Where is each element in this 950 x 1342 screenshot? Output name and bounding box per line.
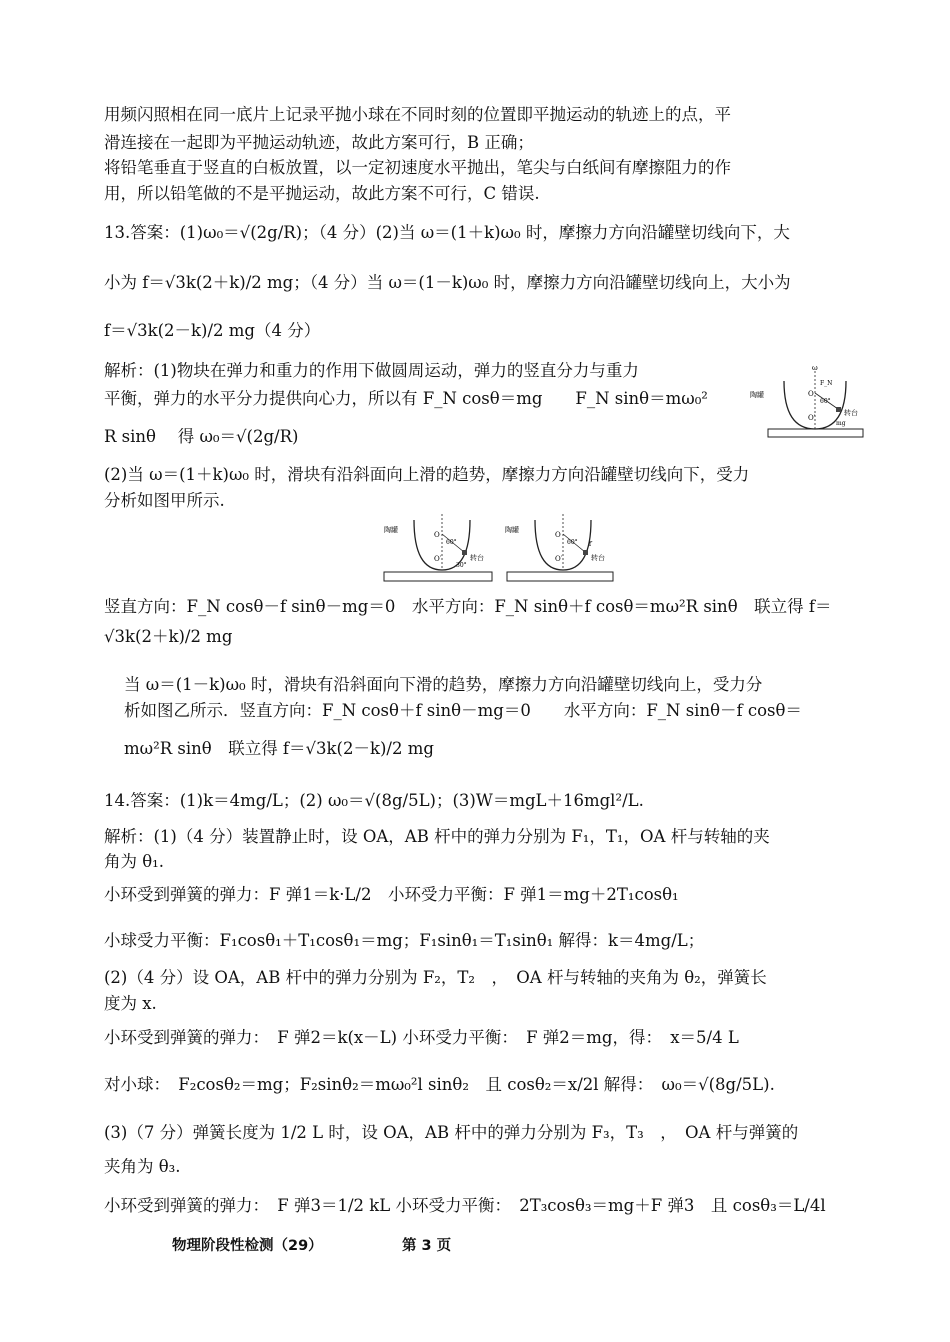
label-fn: F_N — [820, 380, 833, 387]
label-o: O — [555, 531, 561, 539]
label-o-prime: O′ — [555, 555, 563, 563]
analysis-line: 平衡，弹力的水平分力提供向心力，所以有 F_N cosθ＝mg F_N sinθ＝mω₀² — [104, 389, 708, 408]
analysis-line: mω²R sinθ 联立得 f＝√3k(2－k)/2 mg — [124, 739, 434, 758]
label-o: O — [808, 390, 814, 398]
label-pot: 陶罐 — [505, 526, 519, 534]
analysis-line: 解析：(1)（4 分）装置静止时，设 OA，AB 杆中的弹力分别为 F₁，T₁，OA 杆与转轴的夹 — [104, 827, 770, 846]
analysis-line: 夹角为 θ₃. — [104, 1157, 181, 1176]
text-line: 用频闪照相在同一底片上记录平抛小球在不同时刻的位置即平抛运动的轨迹上的点，平 — [104, 105, 731, 124]
label-turntable: 转台 — [844, 409, 858, 417]
analysis-line: 析如图乙所示．竖直方向：F_N cosθ＋f sinθ－mg＝0 水平方向：F_N sinθ－f cosθ＝ — [124, 701, 802, 720]
label-angle: 60° — [820, 398, 831, 405]
answer-13-line: f＝√3k(2－k)/2 mg（4 分） — [104, 321, 321, 340]
label-angle: 60° — [567, 539, 578, 546]
analysis-line: 分析如图甲所示. — [104, 491, 225, 510]
label-o-prime: O′ — [808, 414, 816, 422]
analysis-line: 解析：(1)物块在弹力和重力的作用下做圆周运动，弹力的竖直分力与重力 — [104, 361, 639, 380]
pot-diagram-jia — [380, 510, 496, 586]
label-pot: 陶罐 — [750, 391, 764, 399]
label-angle-30: 30° — [456, 562, 467, 569]
analysis-line: (2)（4 分）设 OA，AB 杆中的弹力分别为 F₂，T₂ ， OA 杆与转轴的夹角为 θ₂，弹簧长 — [104, 968, 767, 987]
label-mg: mg — [836, 420, 846, 427]
analysis-line: 度为 x. — [104, 994, 157, 1013]
text-line: 用，所以铅笔做的不是平抛运动，故此方案不可行，C 错误. — [104, 184, 540, 203]
analysis-line: 角为 θ₁. — [104, 852, 165, 871]
label-omega: ω — [812, 364, 818, 372]
answer-14-line: 14.答案：(1)k＝4mg/L；(2) ω₀＝√(8g/5L)；(3)W＝mgL＋16mgl²/L. — [104, 791, 644, 810]
analysis-line: 小球受力平衡：F₁cosθ₁＋T₁cosθ₁＝mg；F₁sinθ₁＝T₁sinθ₁ 解得：k＝4mg/L； — [104, 931, 705, 950]
pot-diagram-1 — [750, 363, 865, 455]
label-angle: 60° — [446, 539, 457, 546]
analysis-line: 竖直方向：F_N cosθ－f sinθ－mg＝0 水平方向：F_N sinθ＋f cosθ＝mω²R sinθ 联立得 f＝ — [104, 597, 832, 616]
page-number: 第 3 页 — [402, 1238, 452, 1254]
analysis-line: 当 ω＝(1－k)ω₀ 时，滑块有沿斜面向下滑的趋势，摩擦力方向沿罐壁切线向上，受力分 — [124, 675, 763, 694]
answer-13-line: 小为 f＝√3k(2＋k)/2 mg；（4 分）当 ω＝(1－k)ω₀ 时，摩擦力方向沿罐壁切线向上，大小为 — [104, 273, 791, 292]
text-line: 将铅笔垂直于竖直的白板放置，以一定初速度水平抛出，笔尖与白纸间有摩擦阻力的作 — [104, 158, 731, 177]
footer-title: 物理阶段性检测（29） — [172, 1238, 323, 1254]
label-turntable: 转台 — [470, 554, 484, 562]
analysis-line: (2)当 ω＝(1＋k)ω₀ 时，滑块有沿斜面向上滑的趋势，摩擦力方向沿罐壁切线向下，受力 — [104, 465, 750, 484]
label-o-prime: O′ — [434, 555, 442, 563]
label-o: O — [434, 531, 440, 539]
analysis-line: √3k(2＋k)/2 mg — [104, 627, 233, 646]
analysis-line: 小环受到弹簧的弹力： F 弹3＝1/2 kL 小环受力平衡： 2T₃cosθ₃＝mg＋F 弹3 且 cosθ₃＝L/4l — [104, 1196, 826, 1215]
analysis-line: (3)（7 分）弹簧长度为 1/2 L 时，设 OA，AB 杆中的弹力分别为 F₃，T₃ ， OA 杆与弹簧的 — [104, 1123, 799, 1142]
answer-13-line: 13.答案：(1)ω₀＝√(2g/R)；（4 分）(2)当 ω＝(1＋k)ω₀ 时，摩擦力方向沿罐壁切线向下，大 — [104, 223, 790, 242]
label-pot: 陶罐 — [384, 526, 398, 534]
analysis-line: 小环受到弹簧的弹力：F 弹1＝k·L/2 小环受力平衡：F 弹1＝mg＋2T₁cosθ₁ — [104, 885, 679, 904]
label-f: f′ — [589, 541, 593, 548]
pot-diagram-yi — [505, 510, 617, 586]
analysis-line: 对小球： F₂cosθ₂＝mg；F₂sinθ₂＝mω₀²l sinθ₂ 且 cosθ₂＝x/2l 解得： ω₀＝√(8g/5L). — [104, 1075, 775, 1094]
label-turntable: 转台 — [591, 554, 605, 562]
analysis-line: R sinθ 得 ω₀＝√(2g/R) — [104, 427, 299, 446]
analysis-line: 小环受到弹簧的弹力： F 弹2＝k(x－L) 小环受力平衡： F 弹2＝mg，得： x＝5/4 L — [104, 1028, 739, 1047]
text-line: 滑连接在一起即为平抛运动轨迹，故此方案可行，B 正确； — [104, 133, 534, 152]
